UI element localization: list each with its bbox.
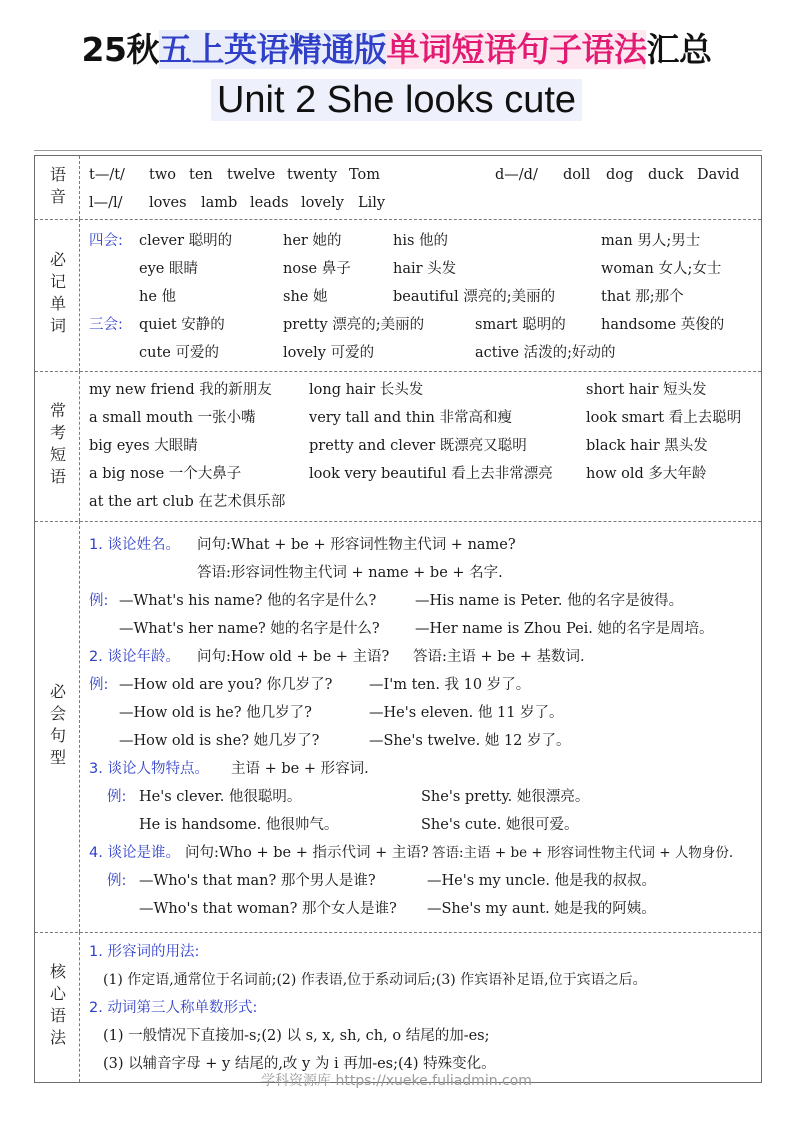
phonics-key-t: t—/t/ <box>89 167 125 183</box>
example-line: He's clever. 他很聪明。 <box>139 789 302 805</box>
phrase-item: at the art club 在艺术俱乐部 <box>89 494 286 510</box>
example-line: —How old are you? 你几岁了? <box>119 677 333 693</box>
example-line: He is handsome. 他很帅气。 <box>139 817 339 833</box>
grammar-body: (3) 以辅音字母 + y 结尾的,改 y 为 i 再加-es;(4) 特殊变化。 <box>103 1056 496 1072</box>
words-row <box>35 219 761 372</box>
phrase-item: a big nose 一个大鼻子 <box>89 466 242 482</box>
title-edition: 五上英语精通版 <box>158 30 387 69</box>
example-line: —What's his name? 他的名字是什么? <box>119 593 377 609</box>
example-line: —I'm ten. 我 10 岁了。 <box>369 677 531 693</box>
example-line: —She's twelve. 她 12 岁了。 <box>369 733 571 749</box>
phonics-word: twelve <box>227 167 276 183</box>
phonics-row <box>35 156 761 220</box>
three-skills-label: 三会: <box>89 317 123 333</box>
example-line: —Who's that woman? 那个女人是谁? <box>139 901 397 917</box>
phrases-row <box>35 371 761 522</box>
example-line: —What's her name? 她的名字是什么? <box>119 621 380 637</box>
sentence-pattern: 答语:主语 + be + 形容词性物主代词 + 人物身份. <box>432 845 734 861</box>
example-line: She's cute. 她很可爱。 <box>421 817 579 833</box>
word-item: quiet 安静的 <box>139 317 225 333</box>
grammar-row <box>35 932 761 1082</box>
word-item: handsome 英俊的 <box>601 317 725 333</box>
phonics-word: loves <box>149 195 187 211</box>
phonics-word: lamb <box>201 195 238 211</box>
phrase-item: black hair 黑头发 <box>586 438 708 454</box>
sentence-heading: 4. 谈论是谁。 <box>89 845 180 861</box>
word-item: her 她的 <box>283 233 342 249</box>
phrases-label: 常考短语 <box>35 371 80 521</box>
title-summary: 汇总 <box>646 30 712 69</box>
page-title <box>0 28 793 72</box>
word-item: smart 聪明的 <box>475 317 566 333</box>
word-item: lovely 可爱的 <box>283 345 375 361</box>
word-item: his 他的 <box>393 233 449 249</box>
phrase-item: long hair 长头发 <box>309 382 424 398</box>
phonics-word: Lily <box>358 195 386 211</box>
phonics-word: duck <box>648 167 684 183</box>
phrase-item: very tall and thin 非常高和瘦 <box>309 410 512 426</box>
sentence-pattern: 答语:主语 + be + 基数词. <box>413 649 585 665</box>
grammar-heading: 2. 动词第三人称单数形式: <box>89 1000 258 1016</box>
word-item: he 他 <box>139 289 177 305</box>
sentence-heading: 2. 谈论年龄。 <box>89 649 180 665</box>
phonics-key-l: l—/l/ <box>89 195 123 211</box>
phonics-key-d: d—/d/ <box>495 167 538 183</box>
example-line: —He's my uncle. 他是我的叔叔。 <box>427 873 657 889</box>
example-label: 例: <box>89 593 109 609</box>
phonics-word: two <box>149 167 176 183</box>
words-label: 必记单词 <box>35 219 80 371</box>
sentences-row <box>35 521 761 933</box>
example-label: 例: <box>107 873 127 889</box>
phrase-item: big eyes 大眼睛 <box>89 438 198 454</box>
sentences-label: 必会句型 <box>35 521 80 932</box>
phonics-word: ten <box>189 167 213 183</box>
example-line: —How old is she? 她几岁了? <box>119 733 320 749</box>
grammar-heading: 1. 形容词的用法: <box>89 944 200 960</box>
word-item: cute 可爱的 <box>139 345 219 361</box>
sentence-pattern: 问句:How old + be + 主语? <box>197 649 390 665</box>
word-item: nose 鼻子 <box>283 261 351 277</box>
phonics-word: lovely <box>301 195 344 211</box>
sentence-heading: 3. 谈论人物特点。 <box>89 761 209 777</box>
phonics-word: Tom <box>349 167 381 183</box>
phonics-word: doll <box>563 167 591 183</box>
phrase-item: my new friend 我的新朋友 <box>89 382 272 398</box>
example-line: —She's my aunt. 她是我的阿姨。 <box>427 901 656 917</box>
phrase-item: pretty and clever 既漂亮又聪明 <box>309 438 527 454</box>
unit-subtitle: Unit 2 She looks cute <box>0 76 793 124</box>
example-line: —Who's that man? 那个男人是谁? <box>139 873 376 889</box>
example-line: She's pretty. 她很漂亮。 <box>421 789 590 805</box>
phrase-item: a small mouth 一张小嘴 <box>89 410 256 426</box>
sentence-heading: 1. 谈论姓名。 <box>89 537 180 553</box>
sentence-pattern: 问句:What + be + 形容词性物主代词 + name? <box>197 537 516 553</box>
example-line: —His name is Peter. 他的名字是彼得。 <box>415 593 684 609</box>
word-item: woman 女人;女士 <box>601 261 722 277</box>
sentence-pattern: 问句:Who + be + 指示代词 + 主语? <box>185 845 429 861</box>
title-topic: 单词短语句子语法 <box>386 30 647 69</box>
word-item: active 活泼的;好动的 <box>475 345 616 361</box>
example-line: —Her name is Zhou Pei. 她的名字是周培。 <box>415 621 714 637</box>
phonics-word: twenty <box>287 167 338 183</box>
four-skills-label: 四会: <box>89 233 123 249</box>
example-line: —He's eleven. 他 11 岁了。 <box>369 705 564 721</box>
phonics-label: 语音 <box>35 156 80 219</box>
word-item: eye 眼睛 <box>139 261 198 277</box>
example-label: 例: <box>107 789 127 805</box>
summary-table <box>34 155 762 1083</box>
phrase-item: look very beautiful 看上去非常漂亮 <box>309 466 553 482</box>
word-item: she 她 <box>283 289 328 305</box>
grammar-body: (1) 作定语,通常位于名词前;(2) 作表语,位于系动词后;(3) 作宾语补足语,位于宾语之后。 <box>103 972 647 988</box>
word-item: man 男人;男士 <box>601 233 701 249</box>
phrase-item: look smart 看上去聪明 <box>586 410 742 426</box>
sentence-pattern: 主语 + be + 形容词. <box>231 761 369 777</box>
word-item: beautiful 漂亮的;美丽的 <box>393 289 556 305</box>
word-item: clever 聪明的 <box>139 233 233 249</box>
grammar-body: (1) 一般情况下直接加-s;(2) 以 s, x, sh, ch, o 结尾的加-es; <box>103 1028 490 1044</box>
phonics-word: leads <box>250 195 289 211</box>
title-year: 25秋 <box>81 30 159 69</box>
example-line: —How old is he? 他几岁了? <box>119 705 312 721</box>
word-item: hair 头发 <box>393 261 457 277</box>
phonics-word: dog <box>606 167 634 183</box>
phrase-item: how old 多大年龄 <box>586 466 707 482</box>
phrase-item: short hair 短头发 <box>586 382 707 398</box>
grammar-label: 核心语法 <box>35 932 80 1082</box>
sentence-pattern: 答语:形容词性物主代词 + name + be + 名字. <box>197 565 503 581</box>
word-item: that 那;那个 <box>601 289 684 305</box>
watermark: 学科资源库 https://xueke.fuliadmin.com <box>261 1073 532 1089</box>
word-item: pretty 漂亮的;美丽的 <box>283 317 425 333</box>
example-label: 例: <box>89 677 109 693</box>
phonics-word: David <box>697 167 740 183</box>
